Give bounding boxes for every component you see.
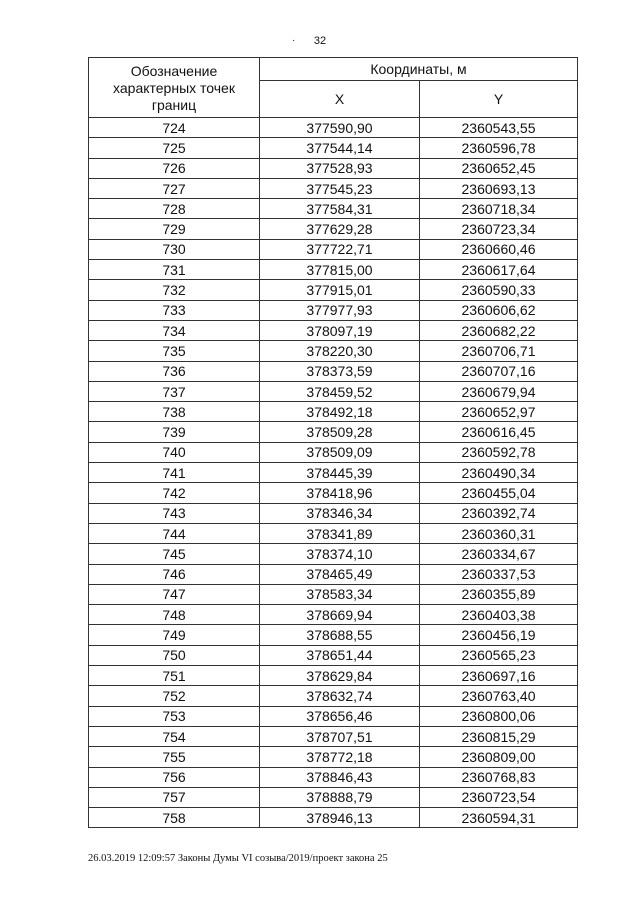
cell-point: 744 <box>89 523 260 543</box>
cell-x: 378097,19 <box>260 320 420 340</box>
cell-y: 2360590,33 <box>420 280 578 300</box>
table-row <box>89 402 578 422</box>
table-row <box>89 320 578 340</box>
cell-y: 2360763,40 <box>420 686 578 706</box>
cell-point: 755 <box>89 747 260 767</box>
cell-x: 378373,59 <box>260 361 420 381</box>
cell-point: 748 <box>89 605 260 625</box>
cell-point: 740 <box>89 442 260 462</box>
cell-point: 728 <box>89 199 260 219</box>
cell-point: 734 <box>89 320 260 340</box>
cell-y: 2360594,31 <box>420 808 578 828</box>
cell-y: 2360660,46 <box>420 239 578 259</box>
cell-point: 730 <box>89 239 260 259</box>
cell-y: 2360718,34 <box>420 199 578 219</box>
cell-x: 377629,28 <box>260 219 420 239</box>
cell-y: 2360456,19 <box>420 625 578 645</box>
cell-point: 727 <box>89 178 260 198</box>
cell-x: 377528,93 <box>260 158 420 178</box>
cell-y: 2360355,89 <box>420 584 578 604</box>
cell-x: 377544,14 <box>260 138 420 158</box>
cell-x: 378418,96 <box>260 483 420 503</box>
cell-x: 377545,23 <box>260 178 420 198</box>
table-row <box>89 726 578 746</box>
table-row <box>89 381 578 401</box>
cell-x: 377590,90 <box>260 118 420 138</box>
table-row <box>89 341 578 361</box>
cell-y: 2360707,16 <box>420 361 578 381</box>
cell-y: 2360337,53 <box>420 564 578 584</box>
table-row <box>89 239 578 259</box>
cell-y: 2360706,71 <box>420 341 578 361</box>
cell-point: 750 <box>89 645 260 665</box>
cell-x: 377584,31 <box>260 199 420 219</box>
cell-y: 2360679,94 <box>420 381 578 401</box>
cell-point: 757 <box>89 787 260 807</box>
cell-point: 738 <box>89 402 260 422</box>
cell-x: 378509,09 <box>260 442 420 462</box>
cell-point: 747 <box>89 584 260 604</box>
cell-x: 378707,51 <box>260 726 420 746</box>
cell-x: 378445,39 <box>260 463 420 483</box>
cell-x: 378374,10 <box>260 544 420 564</box>
table-row <box>89 666 578 686</box>
table-row <box>89 138 578 158</box>
cell-y: 2360652,45 <box>420 158 578 178</box>
cell-y: 2360617,64 <box>420 260 578 280</box>
cell-point: 742 <box>89 483 260 503</box>
cell-y: 2360403,38 <box>420 605 578 625</box>
cell-x: 378459,52 <box>260 381 420 401</box>
cell-x: 377915,01 <box>260 280 420 300</box>
cell-point: 724 <box>89 118 260 138</box>
cell-point: 758 <box>89 808 260 828</box>
cell-point: 753 <box>89 706 260 726</box>
cell-x: 378772,18 <box>260 747 420 767</box>
cell-point: 729 <box>89 219 260 239</box>
table-row <box>89 564 578 584</box>
table-row <box>89 280 578 300</box>
cell-y: 2360809,00 <box>420 747 578 767</box>
table-row <box>89 300 578 320</box>
cell-x: 378669,94 <box>260 605 420 625</box>
table-row <box>89 747 578 767</box>
table-row <box>89 523 578 543</box>
cell-y: 2360606,62 <box>420 300 578 320</box>
cell-y: 2360800,06 <box>420 706 578 726</box>
table-row <box>89 645 578 665</box>
cell-point: 756 <box>89 767 260 787</box>
cell-y: 2360455,04 <box>420 483 578 503</box>
cell-x: 378946,13 <box>260 808 420 828</box>
cell-point: 733 <box>89 300 260 320</box>
cell-y: 2360360,31 <box>420 523 578 543</box>
table-row <box>89 625 578 645</box>
cell-y: 2360682,22 <box>420 320 578 340</box>
cell-x: 377722,71 <box>260 239 420 259</box>
cell-point: 726 <box>89 158 260 178</box>
cell-point: 725 <box>89 138 260 158</box>
cell-point: 739 <box>89 422 260 442</box>
table-row <box>89 219 578 239</box>
cell-y: 2360723,54 <box>420 787 578 807</box>
cell-x: 378492,18 <box>260 402 420 422</box>
cell-x: 377815,00 <box>260 260 420 280</box>
coordinates-table-header <box>89 58 578 118</box>
cell-y: 2360334,67 <box>420 544 578 564</box>
table-row <box>89 463 578 483</box>
cell-point: 752 <box>89 686 260 706</box>
cell-x: 377977,93 <box>260 300 420 320</box>
cell-x: 378632,74 <box>260 686 420 706</box>
cell-y: 2360490,34 <box>420 463 578 483</box>
cell-y: 2360697,16 <box>420 666 578 686</box>
table-row <box>89 544 578 564</box>
table-row <box>89 706 578 726</box>
table-row <box>89 199 578 219</box>
table-row <box>89 686 578 706</box>
table-row <box>89 442 578 462</box>
cell-x: 378656,46 <box>260 706 420 726</box>
table-row <box>89 605 578 625</box>
table-row <box>89 767 578 787</box>
cell-point: 732 <box>89 280 260 300</box>
table-row <box>89 584 578 604</box>
table-row <box>89 178 578 198</box>
cell-point: 731 <box>89 260 260 280</box>
coordinates-table-body <box>89 118 578 828</box>
table-row <box>89 422 578 442</box>
cell-y: 2360693,13 <box>420 178 578 198</box>
table-row <box>89 483 578 503</box>
cell-point: 746 <box>89 564 260 584</box>
header-coordinates: Координаты, м <box>260 58 578 81</box>
header-point-designation: Обозначение характерных точек границ <box>89 58 260 118</box>
cell-x: 378888,79 <box>260 787 420 807</box>
cell-y: 2360616,45 <box>420 422 578 442</box>
table-row <box>89 361 578 381</box>
cell-y: 2360815,29 <box>420 726 578 746</box>
cell-point: 745 <box>89 544 260 564</box>
cell-point: 751 <box>89 666 260 686</box>
cell-y: 2360543,55 <box>420 118 578 138</box>
table-row <box>89 503 578 523</box>
table-row <box>89 118 578 138</box>
cell-point: 754 <box>89 726 260 746</box>
cell-point: 737 <box>89 381 260 401</box>
header-x: X <box>260 81 420 118</box>
cell-x: 378583,34 <box>260 584 420 604</box>
table-row <box>89 158 578 178</box>
coordinates-table <box>88 57 578 828</box>
cell-point: 743 <box>89 503 260 523</box>
cell-x: 378346,34 <box>260 503 420 523</box>
cell-x: 378509,28 <box>260 422 420 442</box>
cell-y: 2360596,78 <box>420 138 578 158</box>
cell-x: 378651,44 <box>260 645 420 665</box>
cell-x: 378465,49 <box>260 564 420 584</box>
footer-document-stamp: 26.03.2019 12:09:57 Законы Думы VI созыва/2019/проект закона 25 <box>88 853 388 864</box>
cell-x: 378220,30 <box>260 341 420 361</box>
cell-point: 736 <box>89 361 260 381</box>
cell-point: 735 <box>89 341 260 361</box>
cell-x: 378341,89 <box>260 523 420 543</box>
cell-point: 749 <box>89 625 260 645</box>
cell-x: 378629,84 <box>260 666 420 686</box>
cell-y: 2360565,23 <box>420 645 578 665</box>
table-row <box>89 808 578 828</box>
cell-point: 741 <box>89 463 260 483</box>
cell-y: 2360652,97 <box>420 402 578 422</box>
cell-y: 2360768,83 <box>420 767 578 787</box>
cell-y: 2360392,74 <box>420 503 578 523</box>
cell-x: 378846,43 <box>260 767 420 787</box>
header-y: Y <box>420 81 578 118</box>
cell-y: 2360723,34 <box>420 219 578 239</box>
page-dot-mark: · <box>292 35 296 46</box>
table-row <box>89 260 578 280</box>
page-number: 32 <box>313 35 327 47</box>
cell-y: 2360592,78 <box>420 442 578 462</box>
table-row <box>89 787 578 807</box>
cell-x: 378688,55 <box>260 625 420 645</box>
